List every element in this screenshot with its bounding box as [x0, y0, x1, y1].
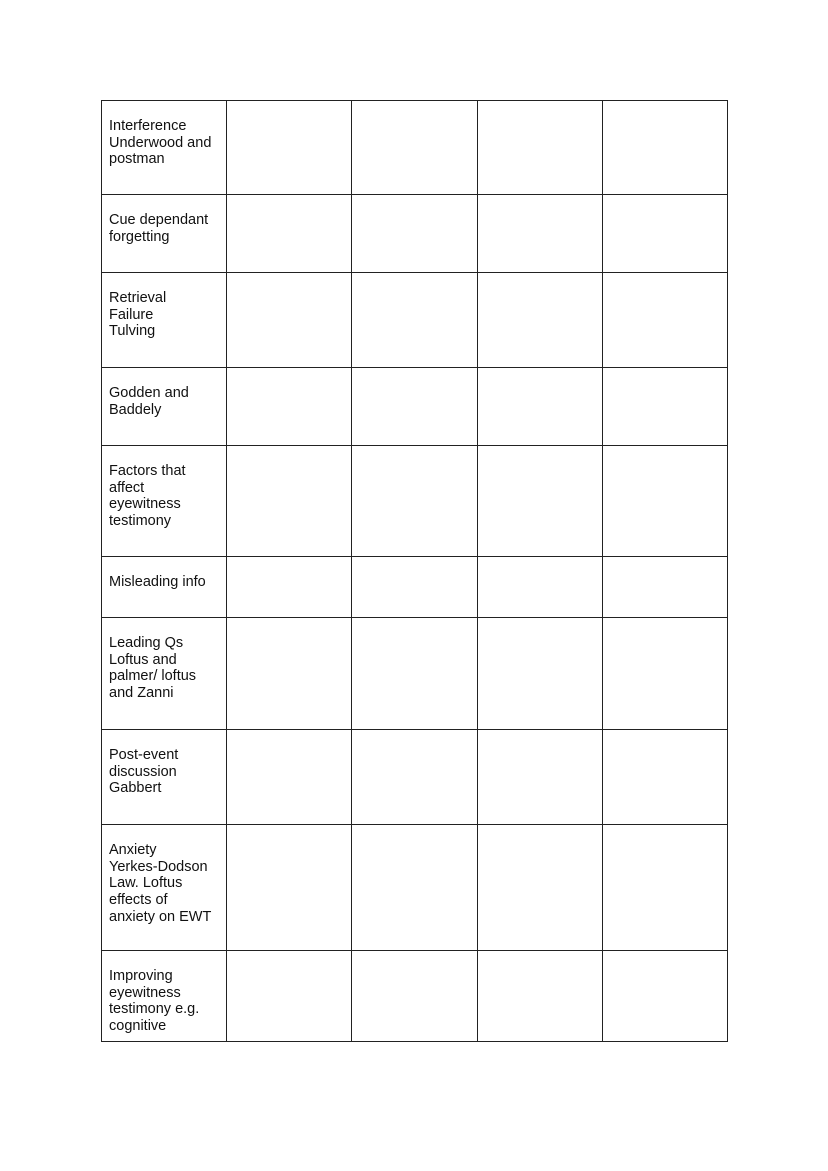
topic-cell: Factors that affect eyewitness testimony — [102, 446, 227, 557]
table-row — [102, 446, 728, 557]
empty-cell[interactable] — [602, 446, 727, 557]
empty-cell[interactable] — [602, 101, 727, 195]
empty-cell[interactable] — [227, 273, 352, 368]
empty-cell[interactable] — [352, 825, 477, 951]
empty-cell[interactable] — [227, 368, 352, 446]
empty-cell[interactable] — [352, 273, 477, 368]
table-row — [102, 730, 728, 825]
empty-cell[interactable] — [477, 101, 602, 195]
topic-cell: Anxiety Yerkes-Dodson Law. Loftus effects of anxiety on EWT — [102, 825, 227, 951]
empty-cell[interactable] — [227, 951, 352, 1042]
empty-cell[interactable] — [227, 825, 352, 951]
topic-cell: Godden and Baddely — [102, 368, 227, 446]
topic-cell: Cue dependant forgetting — [102, 195, 227, 273]
empty-cell[interactable] — [477, 195, 602, 273]
empty-cell[interactable] — [352, 557, 477, 618]
table-row — [102, 618, 728, 730]
empty-cell[interactable] — [227, 618, 352, 730]
table-row — [102, 825, 728, 951]
topic-cell: Improving eyewitness testimony e.g. cognitive — [102, 951, 227, 1042]
empty-cell[interactable] — [477, 368, 602, 446]
empty-cell[interactable] — [477, 446, 602, 557]
empty-cell[interactable] — [477, 951, 602, 1042]
empty-cell[interactable] — [602, 368, 727, 446]
topic-cell: Leading Qs Loftus and palmer/ loftus and Zanni — [102, 618, 227, 730]
empty-cell[interactable] — [352, 618, 477, 730]
empty-cell[interactable] — [227, 195, 352, 273]
empty-cell[interactable] — [227, 446, 352, 557]
topic-cell: Misleading info — [102, 557, 227, 618]
empty-cell[interactable] — [602, 825, 727, 951]
empty-cell[interactable] — [602, 557, 727, 618]
empty-cell[interactable] — [477, 273, 602, 368]
table-row — [102, 101, 728, 195]
empty-cell[interactable] — [477, 825, 602, 951]
empty-cell[interactable] — [352, 368, 477, 446]
empty-cell[interactable] — [352, 195, 477, 273]
empty-cell[interactable] — [227, 557, 352, 618]
empty-cell[interactable] — [602, 618, 727, 730]
empty-cell[interactable] — [602, 195, 727, 273]
empty-cell[interactable] — [352, 446, 477, 557]
empty-cell[interactable] — [602, 951, 727, 1042]
empty-cell[interactable] — [477, 730, 602, 825]
revision-table — [101, 100, 728, 1042]
topic-cell: Post-event discussion Gabbert — [102, 730, 227, 825]
empty-cell[interactable] — [477, 557, 602, 618]
table-row — [102, 195, 728, 273]
empty-cell[interactable] — [352, 951, 477, 1042]
table-row — [102, 368, 728, 446]
empty-cell[interactable] — [227, 730, 352, 825]
empty-cell[interactable] — [477, 618, 602, 730]
table-row — [102, 557, 728, 618]
topic-cell: Interference Underwood and postman — [102, 101, 227, 195]
table-row — [102, 951, 728, 1042]
table-row — [102, 273, 728, 368]
topic-cell: Retrieval Failure Tulving — [102, 273, 227, 368]
empty-cell[interactable] — [227, 101, 352, 195]
empty-cell[interactable] — [352, 101, 477, 195]
empty-cell[interactable] — [602, 273, 727, 368]
empty-cell[interactable] — [602, 730, 727, 825]
empty-cell[interactable] — [352, 730, 477, 825]
